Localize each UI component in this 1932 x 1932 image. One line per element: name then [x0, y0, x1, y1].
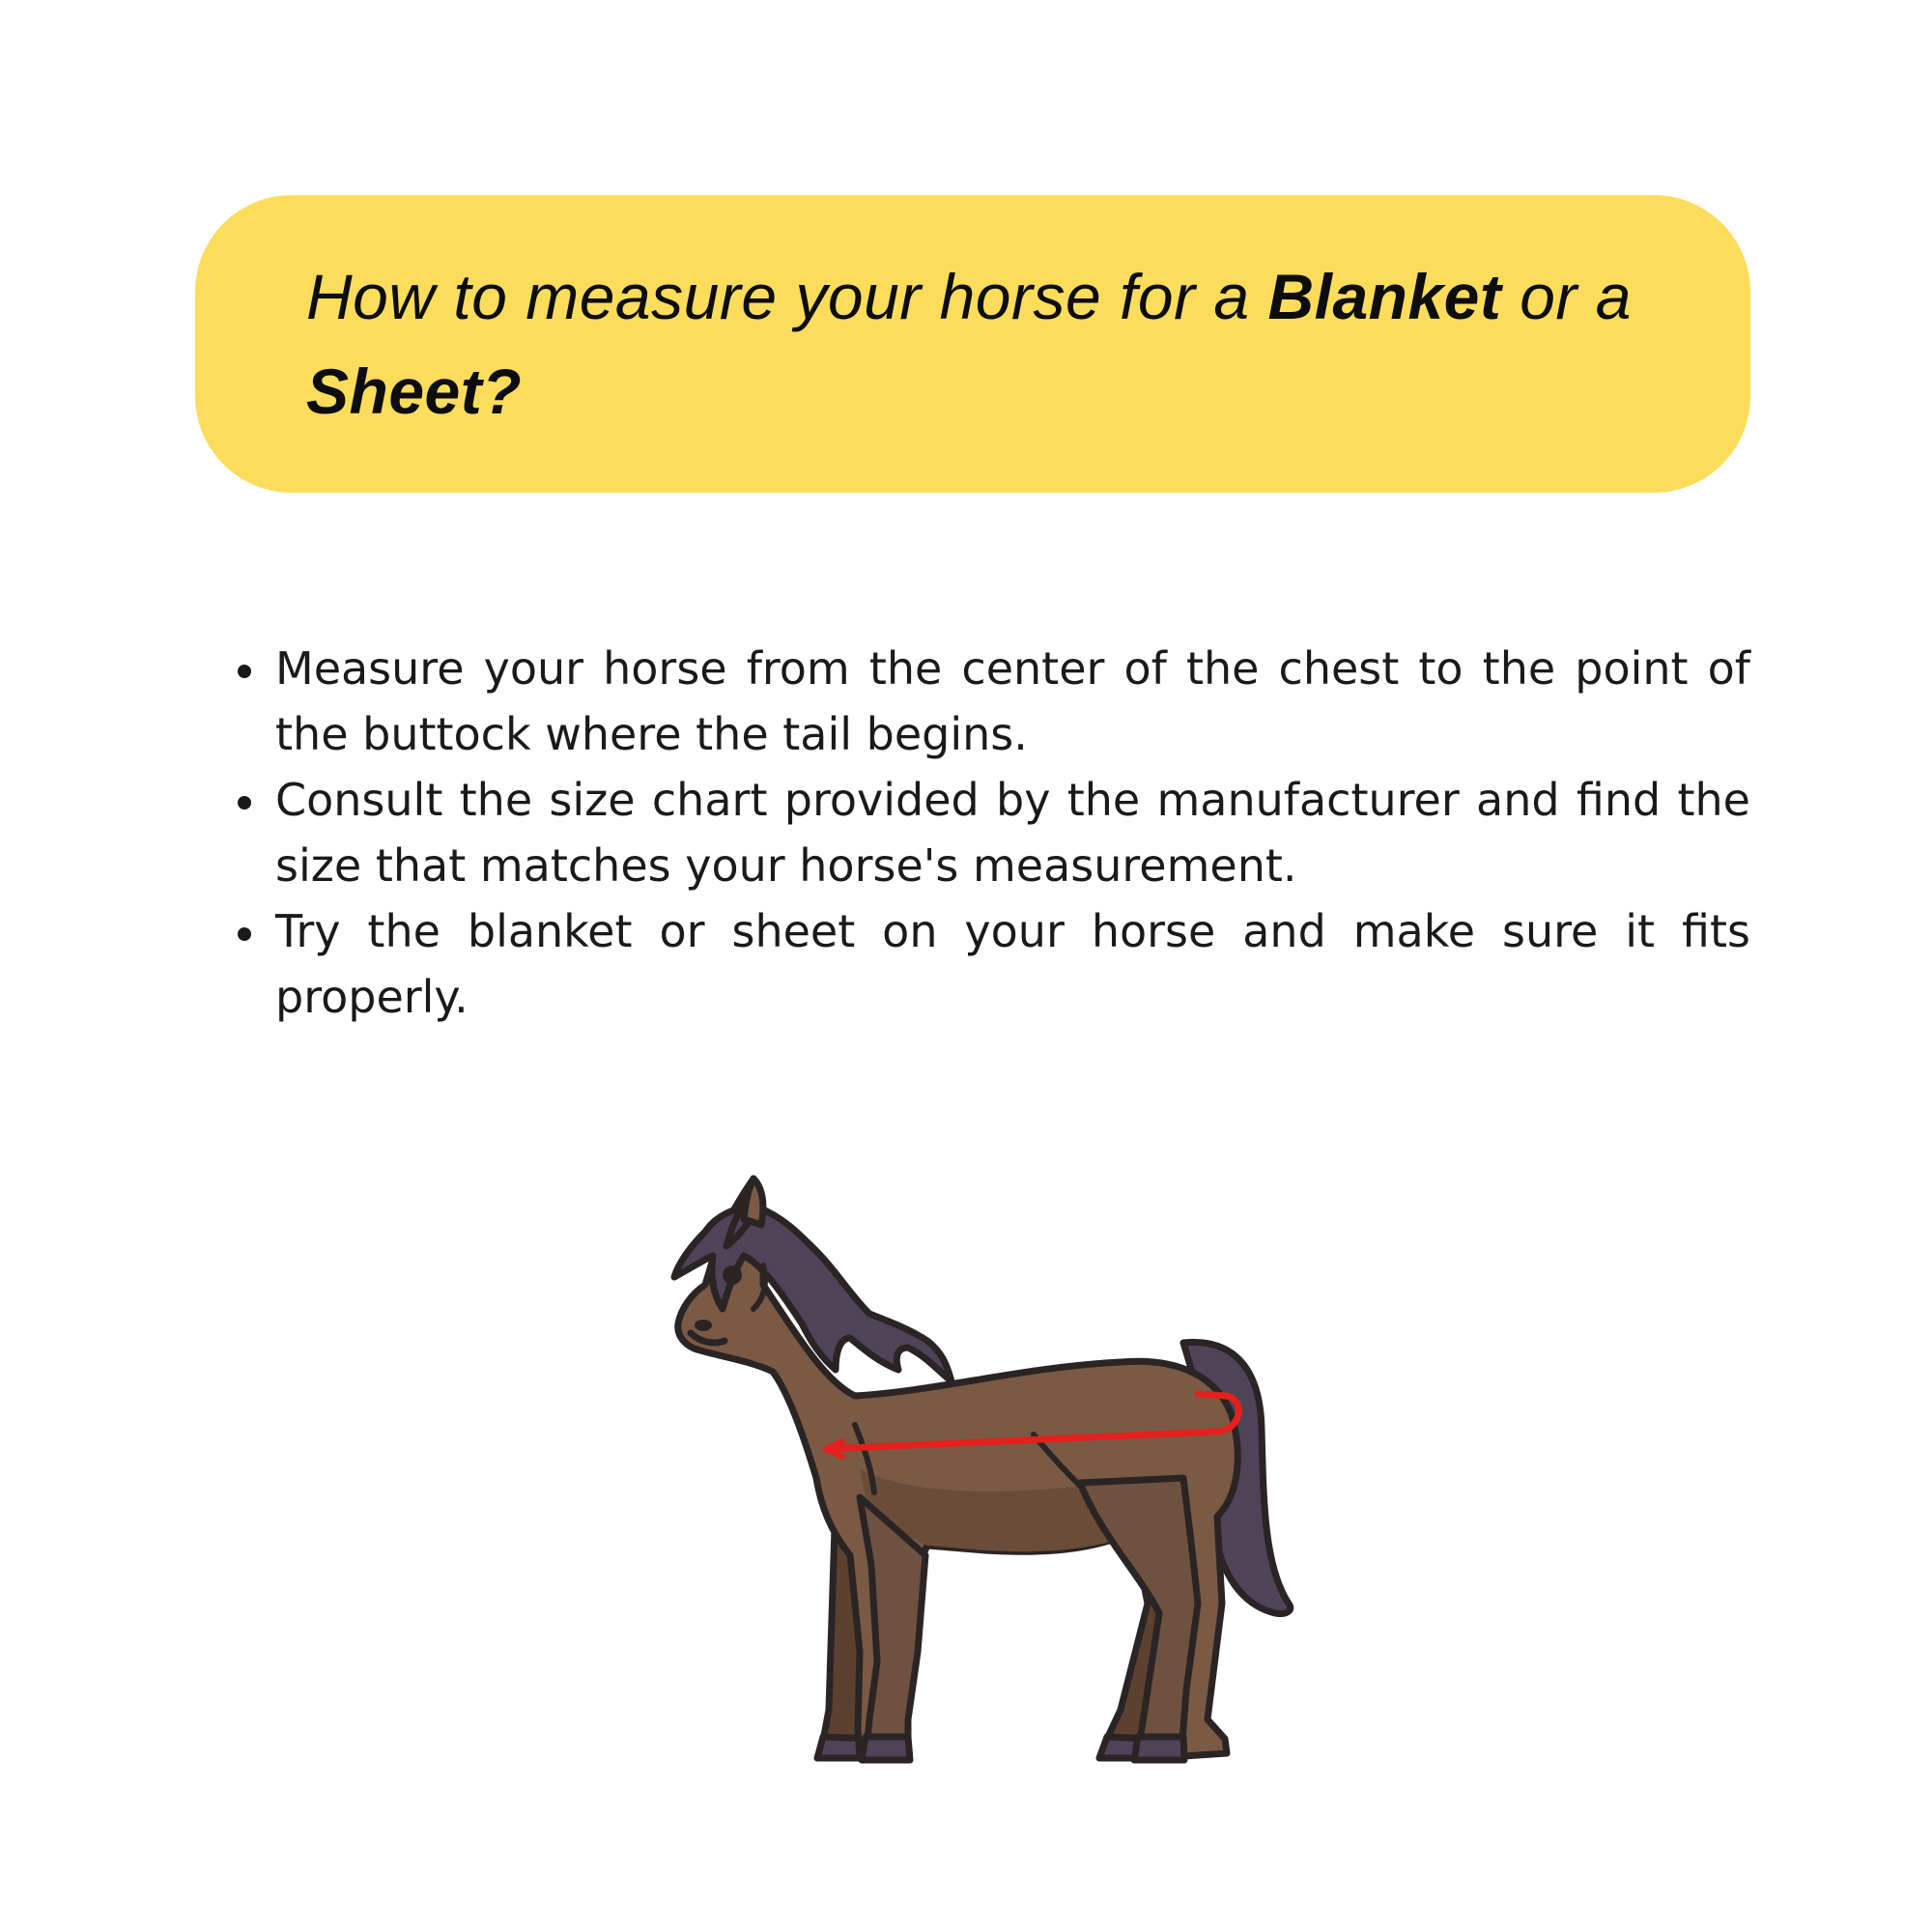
eye	[723, 1265, 742, 1285]
near-hind-hoof	[1134, 1737, 1184, 1760]
title-part-2: or a	[1501, 261, 1632, 332]
instruction-item-consult: Consult the size chart provided by the manufacturer and find the size that matches your horse's measurement.	[232, 767, 1750, 898]
title-banner	[195, 195, 1750, 493]
nostril	[695, 1320, 712, 1331]
horse-illustration	[618, 1150, 1314, 1806]
instruction-item-try: Try the blanket or sheet on your horse and make sure it fits properly.	[232, 898, 1750, 1030]
title-bold-blanket: Blanket	[1267, 261, 1502, 332]
instruction-list	[232, 636, 1750, 1030]
horse-icon	[618, 1150, 1314, 1806]
page-title	[306, 249, 1683, 439]
title-bold-sheet: Sheet?	[306, 355, 523, 427]
instruction-item-measure: Measure your horse from the center of the chest to the point of the buttock where the tail begins.	[232, 636, 1750, 767]
near-front-hoof	[862, 1737, 910, 1760]
title-part-1: How to measure your horse for a	[306, 261, 1268, 332]
